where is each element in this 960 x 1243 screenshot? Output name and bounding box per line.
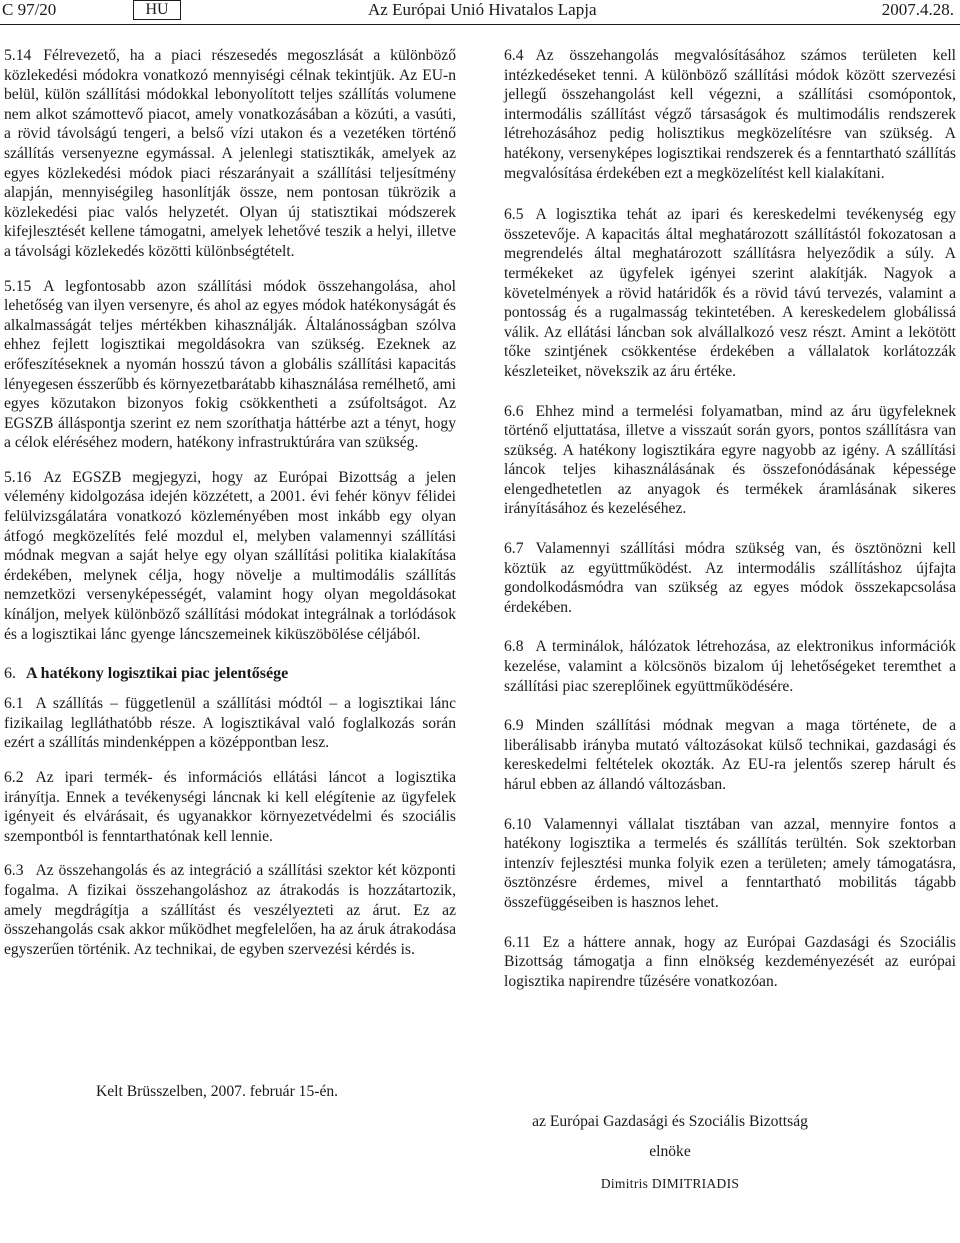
paragraph-5-16: 5.16 Az EGSZB megjegyzi, hogy az Európai Bizottság a jelen vélemény kidolgozása idején közzétett, a 2001. évi fehér könyv félidei felülvizsgálatára vonatkozó közleményében most inkább egy olyan átfogó megközelítés felé mozdul el, melyben valamennyi szállítási módnak megvan a saját helye egy olyan szállítási politika kialakítása érdekében, melynek célja, hogy növelje a multimodális szállítás nemzetközi versenyképességét, valamint hogy olyan megoldásokat kínáljon, melyek különböző szállítási módokat integrálnak a torlódások és a logisztikai lánc gyenge láncszemeinek kiküszöbölése céljából. — [4, 468, 456, 643]
paragraph-5-15: 5.15 A legfontosabb azon szállítási módok összehangolása, ahol lehetőség van ilyen versenyre, és ahol az egyes módok hatékonyságát és alkalmasságát teljes mértékben kihasználják. Általánosságban szólva ehhez fejlett logisztikai megoldásokra van szükség. Ezeknek az erőfeszítéseknek a nyomán hosszú távon a globális szállítási kapacitás lényegesen ésszerűbb és környezetbarátabb kihasználása remélhető, ami egyes közutakon bizonyos fokig csökkentheti a zsúfoltságot. Az EGSZB álláspontja szerint ez nem szoríthatja háttérbe azt a tényt, hogy a célok eléréséhez modern, hatékony infrastruktúrára van szükség. — [4, 277, 456, 452]
signature-name: Dimitris DIMITRIADIS — [600, 1176, 740, 1191]
signature-organisation: az Európai Gazdasági és Szociális Bizottság — [532, 1113, 808, 1130]
paragraph-6-3: 6.3 Az összehangolás és az integráció a szállítási szektor két központi fogalma. A fizikai összehangoláshoz az átrakodás is hozzátartozik, amely megdrágítja a szállítást és veszélyezteti az árut. Ez az összehangolás csak akkor működhet megfelelően, ha az áruk átrakodása egyszerűen történik. Az technikai, de egyben szervezési kérdés is. — [4, 862, 456, 958]
paragraph-6-8: 6.8 A terminálok, hálózatok létrehozása, az elektronikus információk kezelése, valamint a kölcsönös bizalom új lehetőségeket teremthet a szállítási piac szereplőinek együttműködésére. — [504, 638, 956, 695]
paragraph-6-7: 6.7 Valamennyi szállítási módra szükség van, és ösztönözni kell köztük az együttműködést. Az intermodális szállításhoz újfajta gondolkodásmódra van szükség az egyes módok összekapcsolása érdekében. — [504, 540, 956, 616]
paragraph-6-5: 6.5 A logisztika tehát az ipari és kereskedelmi tevékenység egy összetevője. A kapacitás által meghatározott szállítástól fokozatosan a megrendelés által meghatározott szállításra helyeződik a súly. A termékeket az ügyfelek igényei szerint alakítják. Nagyok a követelmények a rövid határidők és a rövid távú tervezés, valamint a pontosság és a rugalmasság tekintetében. A kereskedelem globálissá válik. Az ellátási láncban sok alvállalkozó vesz részt. Amint a lekötött tőke szintjének csökkentése érdekében a vállalatok korlátozzák készleteiket, növekszik az áru értéke. — [504, 206, 956, 380]
paragraph-5-14: 5.14 Félrevezető, ha a piaci részesedés megoszlását a különböző közlekedési módokra vonatkozó mennyiségi célnak tekintjük. Az EU-n belül, külön szállítási módokkal lebonyolított teljes szállítás volumene nem alkot számottevő piacot, amely vonatkozásában a közúti, a vasúti, a rövid távolságú tengeri, a belső vízi utakon és a vezetéken történő szállítás versenyezne egymással. A jelenlegi statisztikák, amelyek az egyes közlekedési módok piaci részarányait a szállítási teljesítmény alapján, mennyiségileg hasonlítják össze, nem pontosan tükrözik a közlekedési piac valós helyzetét. Olyan új statisztikai módszerek kifejlesztését kellene támogatni, amelyek lehetővé teszik a helyi, illetve a távolsági közlekedés közötti különbségtételt. — [4, 47, 456, 260]
paragraph-6-6: 6.6 Ehhez mind a termelési folyamatban, mind az áru ügyfeleknek történő eljuttatása, illetve a visszaút során gyors, pontos szállításra van szükség. A hatékony logisztikára egyre nagyobb az igény. A szállítási láncok teljes kihasználásának és összefonódásának képessége elengedhetetlen az anyagok és termékek áramlásának sikeres irányításához és kezeléséhez. — [504, 402, 956, 518]
paragraph-6-4: 6.4 Az összehangolás megvalósításához számos területen kell intézkedéseket tenni. A különböző szállítási módok között szervezési jellegű összehangolást kell végezni, a szállítási csomópontok, intermodális szállítást végző társaságok és multimodális rendszerek létrehozásához pedig holisztikus megközelítésre van szükség. A hatékony, versenyképes logisztikai rendszerek és a fenntartható szállítás megvalósítása érdekében ezt a megközelítést kell kialakítani. — [504, 47, 956, 182]
publication-date: 2007.4.28. — [881, 0, 954, 19]
paragraph-6-1: 6.1 A szállítás – függetlenül a szállítási módtól – a logisztikai lánc fizikailag leglláthatóbb része. A logisztikával való foglalkozás során ezért a szállítás mindenképpen a középpontban lesz. — [4, 695, 456, 752]
right-column — [504, 46, 956, 1006]
page-header — [0, 0, 960, 22]
closing-place-date: Kelt Brüsszelben, 2007. február 15-én. — [96, 1083, 339, 1100]
paragraph-6-11: 6.11 Ez a háttere annak, hogy az Európai Gazdasági és Szociális Bizottság támogatja a finn elnökség kezdeményezését az európai logisztika napirendre tűzésére vonatkozóan. — [504, 933, 956, 990]
signature-block — [480, 1112, 860, 1194]
paragraph-6-9: 6.9 Minden szállítási módnak megvan a maga története, de a liberálisabb irányba mutató változásokat külső technikai, gazdasági és kereskedelmi feltételek okozták. Az EU-ra jelentős szerep hárult és hárul ebben az állandó változásban. — [504, 717, 956, 793]
page-number: C 97/20 — [2, 0, 57, 19]
header-rule — [0, 24, 960, 25]
section-heading: 6. A hatékony logisztikai piac jelentősége — [4, 665, 289, 683]
paragraph-6-10: 6.10 Valamennyi vállalat tisztában van azzal, mennyire fontos a hatékony logisztika a termelés és szállítás terültén. Sok szektorban intenzív fejlesztési munka folyik ezen a területen; amely támogatásra, ösztönzésre érdemes, mivel a fenntartható mobilitás tágabb összefüggéseiben is hasznos lehet. — [504, 815, 956, 911]
left-column — [4, 46, 456, 974]
signature-role: elnöke — [649, 1143, 691, 1160]
paragraph-6-2: 6.2 Az ipari termék- és információs ellátási láncot a logisztika irányítja. Ennek a tevékenységi láncnak ki kell elégítenie az ügyfelek igényeit és elvárásait, és ugyanakkor környezetvédelmi és szociális szempontból is fenntarthatónak kell lennie. — [4, 769, 456, 845]
language-box: HU — [133, 0, 181, 20]
journal-title: Az Európai Unió Hivatalos Lapja — [368, 0, 597, 19]
